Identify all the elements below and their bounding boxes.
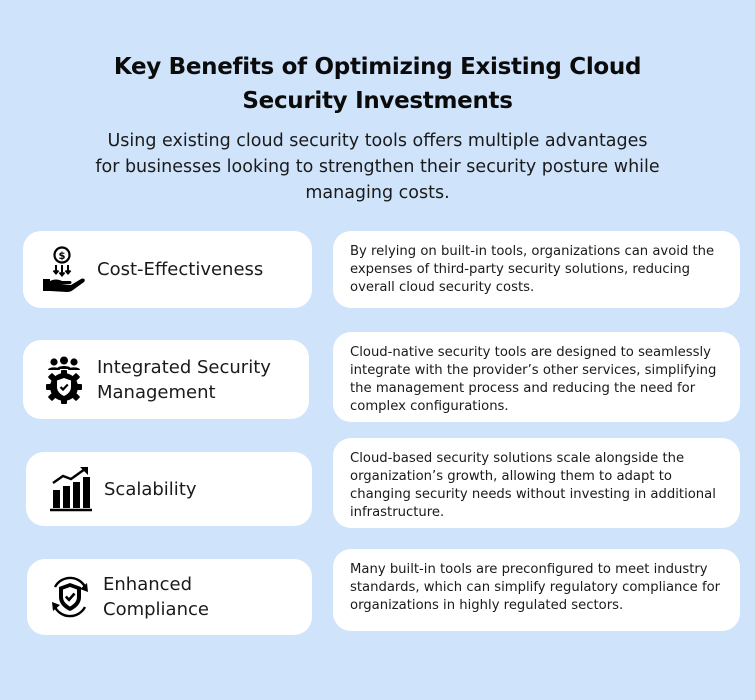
shield-check-icon — [45, 572, 95, 622]
benefit-description-card — [333, 332, 740, 422]
benefit-description: Cloud-native security tools are designed to seamlessly integrate with the provider’s other services, simplifying the management process and reducing the need for complex configurations. — [350, 345, 717, 414]
benefit-card-scalability — [26, 452, 312, 526]
growth-chart-icon — [46, 464, 96, 514]
benefit-description-card — [333, 549, 740, 631]
benefit-description: Cloud-based security solutions scale alongside the organization’s growth, allowing them to adapt to changing security needs without investing in additional infrastructure. — [350, 451, 716, 520]
benefit-card-cost-effectiveness — [23, 231, 312, 308]
money-hand-icon — [39, 245, 89, 295]
page-title: Key Benefits of Optimizing Existing Cloud Security Investments — [113, 54, 642, 114]
benefit-description-card — [333, 231, 740, 308]
benefit-description-card — [333, 438, 740, 528]
benefit-description: Many built-in tools are preconfigured to meet industry standards, which can simplify regulatory compliance for organizations in highly regulated sectors. — [350, 562, 721, 613]
page-subtitle: Using existing cloud security tools offers multiple advantages for businesses looking to strengthen their security posture while managing costs. — [95, 131, 660, 203]
team-gear-shield-icon — [39, 355, 89, 405]
benefit-card-integrated-security — [23, 340, 309, 419]
benefit-label: Enhanced Compliance — [103, 574, 209, 620]
benefit-label: Scalability — [104, 478, 197, 500]
benefit-label: Cost-Effectiveness — [97, 259, 264, 280]
svg-text:$: $ — [58, 250, 66, 262]
benefit-label: Integrated Security Management — [97, 356, 271, 403]
benefit-card-enhanced-compliance — [27, 559, 312, 635]
benefit-description: By relying on built-in tools, organizations can avoid the expenses of third-party security solutions, reducing overall cloud security costs. — [350, 244, 715, 295]
